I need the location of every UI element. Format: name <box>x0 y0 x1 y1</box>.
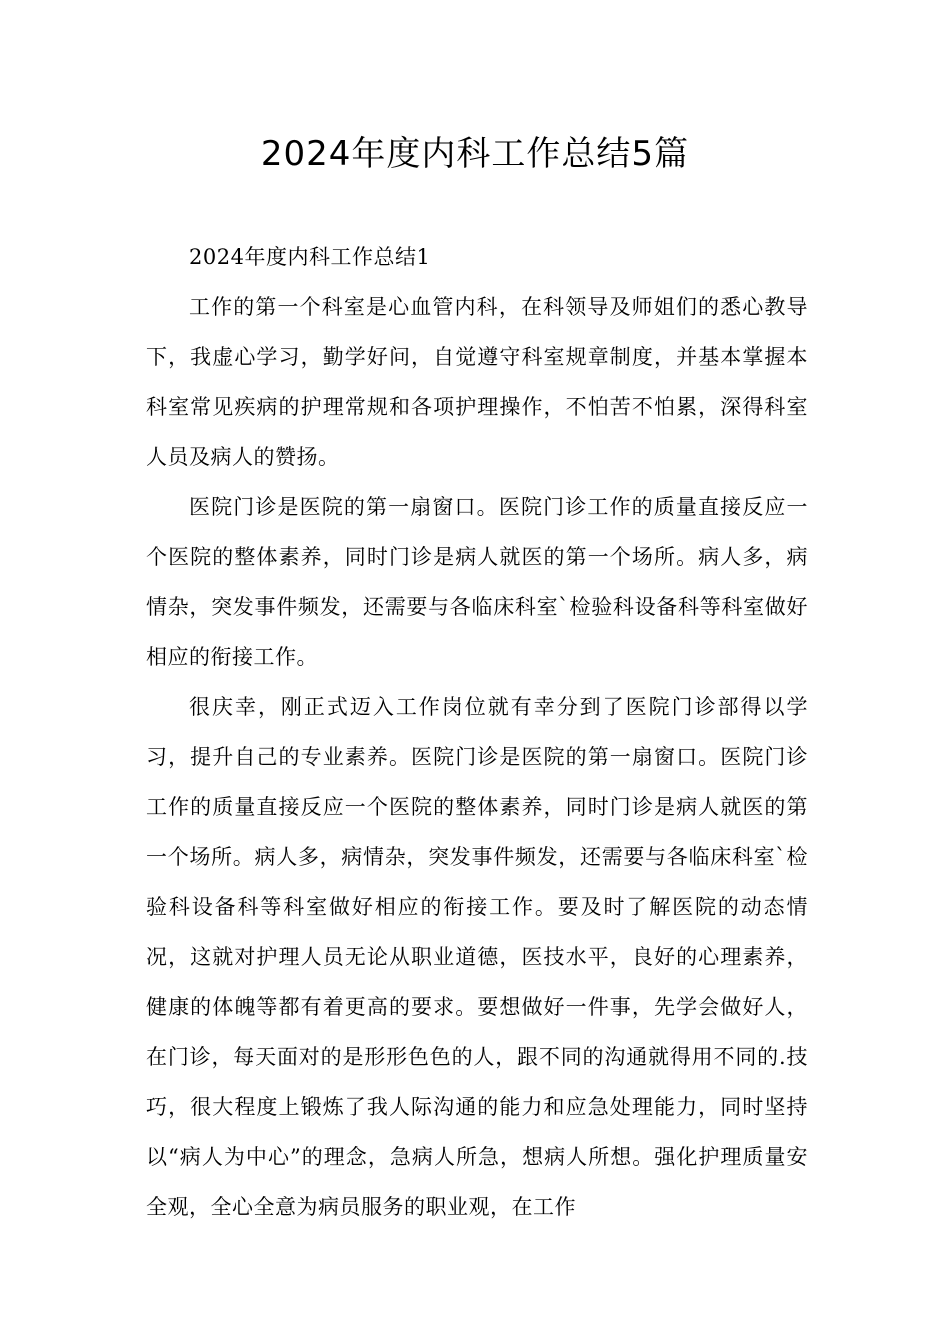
paragraph-2: 医院门诊是医院的第一扇窗口。医院门诊工作的质量直接反应一个医院的整体素养，同时门诊是病人就医的第一个场所。病人多，病情杂，突发事件频发，还需要与各临床科室`检验科设备科等科室做好相应的衔接工作。 <box>146 495 808 669</box>
document-title: 2024年度内科工作总结5篇 <box>260 134 690 174</box>
section-heading: 2024年度内科工作总结1 <box>189 245 431 269</box>
paragraph-3: 很庆幸，刚正式迈入工作岗位就有幸分到了医院门诊部得以学习，提升自己的专业素养。医院门诊是医院的第一扇窗口。医院门诊工作的质量直接反应一个医院的整体素养，同时门诊是病人就医的第一个场所。病人多，病情杂，突发事件频发，还需要与各临床科室`检验科设备科等科室做好相应的衔接工作。要及时了解医院的动态情况，这就对护理人员无论从职业道德，医技水平，良好的心理素养，健康的体魄等都有着更高的要求。要想做好一件事，先学会做好人，在门诊，每天面对的是形形色色的人，跟不同的沟通就得用不同的.技巧，很大程度上锻炼了我人际沟通的能力和应急处理能力，同时坚持以“病人为中心”的理念，急病人所急，想病人所想。强化护理质量安全观，全心全意为病员服务的职业观，在工作 <box>146 695 808 1219</box>
document-body <box>146 232 808 1232</box>
paragraph-1: 工作的第一个科室是心血管内科，在科领导及师姐们的悉心教导下，我虚心学习，勤学好问，自觉遵守科室规章制度，并基本掌握本科室常见疾病的护理常规和各项护理操作，不怕苦不怕累，深得科室人员及病人的赞扬。 <box>146 295 808 469</box>
